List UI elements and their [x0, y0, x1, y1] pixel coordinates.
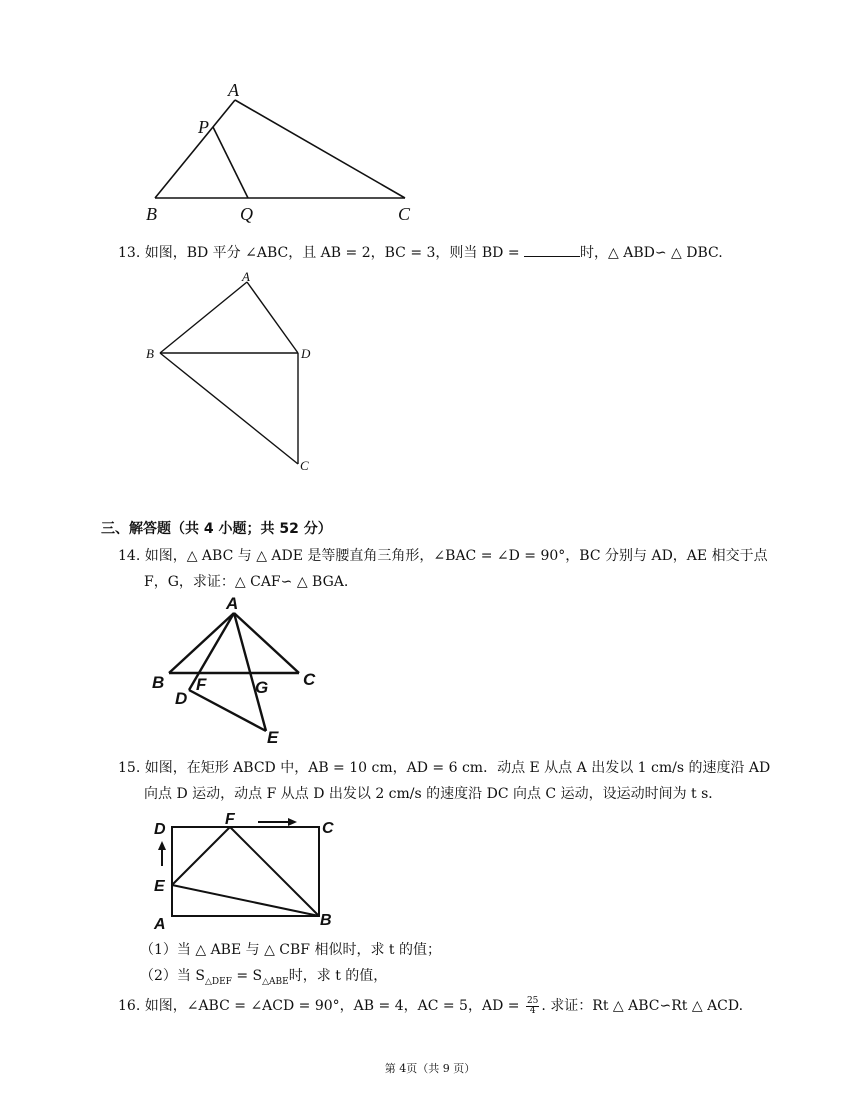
fraction-numerator: 25 — [526, 995, 539, 1006]
question-text: 如图，在矩形 ABCD 中，AB = 10 cm，AD = 6 cm．动点 E 从点 A 出发以 1 cm/s 的速度沿 AD — [144, 760, 771, 776]
label-d: D — [175, 689, 188, 708]
figure-triangle-pq — [140, 78, 430, 228]
fraction-ad — [526, 997, 539, 1016]
label-c: C — [303, 670, 316, 689]
label-e: E — [267, 728, 279, 745]
label-a: A — [226, 594, 239, 613]
segment-ad — [247, 282, 298, 353]
question-15-part-1: （1）当 △ ABE 与 △ CBF 相似时，求 t 的值； — [140, 942, 441, 958]
answer-blank — [524, 242, 580, 257]
figure-isosceles-right-triangles — [144, 593, 329, 745]
part-2-equals: = S — [231, 968, 263, 984]
label-g: G — [255, 678, 269, 697]
question-15-line-2: 向点 D 运动，动点 F 从点 D 出发以 2 cm/s 的速度沿 DC 向点 C 运动，设运动时间为 t s． — [144, 786, 723, 802]
question-13 — [118, 242, 723, 263]
question-text: 如图，∠ABC = ∠ACD = 90°，AB = 4，AC = 5，AD = — [144, 998, 520, 1014]
arrow-up-head — [158, 841, 166, 850]
arrow-right-head — [288, 818, 297, 826]
segment-pq — [213, 127, 248, 198]
question-text-tail: 时，△ ABD∽ △ DBC. — [580, 245, 723, 261]
question-15-part-2 — [140, 966, 387, 992]
label-a: A — [154, 916, 166, 932]
label-e: E — [154, 878, 165, 895]
label-b: B — [320, 912, 332, 929]
question-text-tail: . 求证：Rt △ ABC∽Rt △ ACD. — [541, 998, 744, 1014]
label-q: Q — [240, 204, 253, 224]
question-14-line-2: F，G，求证：△ CAF∽ △ BGA. — [144, 574, 349, 590]
figure-triangle-abd-dbc — [140, 272, 330, 477]
question-14-line-1 — [118, 546, 768, 566]
segment-eb — [172, 885, 319, 916]
label-f: F — [196, 675, 207, 694]
label-d: D — [154, 821, 166, 838]
question-number: 15. — [118, 760, 141, 776]
question-text: 如图，BD 平分 ∠ABC，且 AB = 2，BC = 3，则当 BD = — [144, 245, 520, 261]
subscript-abe: △ABE — [262, 976, 289, 987]
fraction-denominator: 4 — [529, 1005, 536, 1016]
label-a: A — [228, 80, 239, 100]
rectangle-abcd — [172, 827, 319, 916]
segment-ab — [169, 613, 234, 673]
question-16 — [118, 996, 743, 1016]
question-number: 14. — [118, 548, 141, 564]
part-2-tail: 时，求 t 的值， — [288, 968, 388, 984]
subscript-def: △DEF — [204, 976, 232, 987]
part-2-text: （2）当 S — [140, 968, 205, 984]
label-f: F — [225, 811, 235, 828]
question-text: 如图，△ ABC 与 △ ADE 是等腰直角三角形，∠BAC = ∠D = 90°，BC 分别与 AD，AE 相交于点 — [144, 548, 768, 564]
label-c: C — [398, 204, 411, 224]
label-p: P — [198, 117, 209, 137]
section-heading: 三、解答题（共 4 小题；共 52 分） — [101, 521, 332, 537]
figure-rectangle-abcd — [150, 808, 340, 932]
label-a: A — [242, 272, 250, 284]
segment-fb — [230, 827, 319, 916]
label-d: D — [301, 346, 311, 361]
segment-ef — [172, 827, 230, 885]
question-number: 16. — [118, 998, 141, 1014]
segment-bc — [160, 353, 298, 464]
label-b: B — [146, 204, 157, 224]
page-footer: 第 4页（共 9 页） — [384, 1062, 476, 1075]
question-number: 13. — [118, 245, 141, 261]
label-b: B — [146, 346, 154, 361]
segment-ac — [235, 100, 405, 198]
label-b: B — [152, 673, 165, 692]
label-c: C — [322, 820, 334, 837]
question-15-line-1 — [118, 758, 770, 778]
segment-ab — [160, 282, 247, 353]
segment-ac — [234, 613, 299, 673]
label-c: C — [300, 458, 309, 473]
